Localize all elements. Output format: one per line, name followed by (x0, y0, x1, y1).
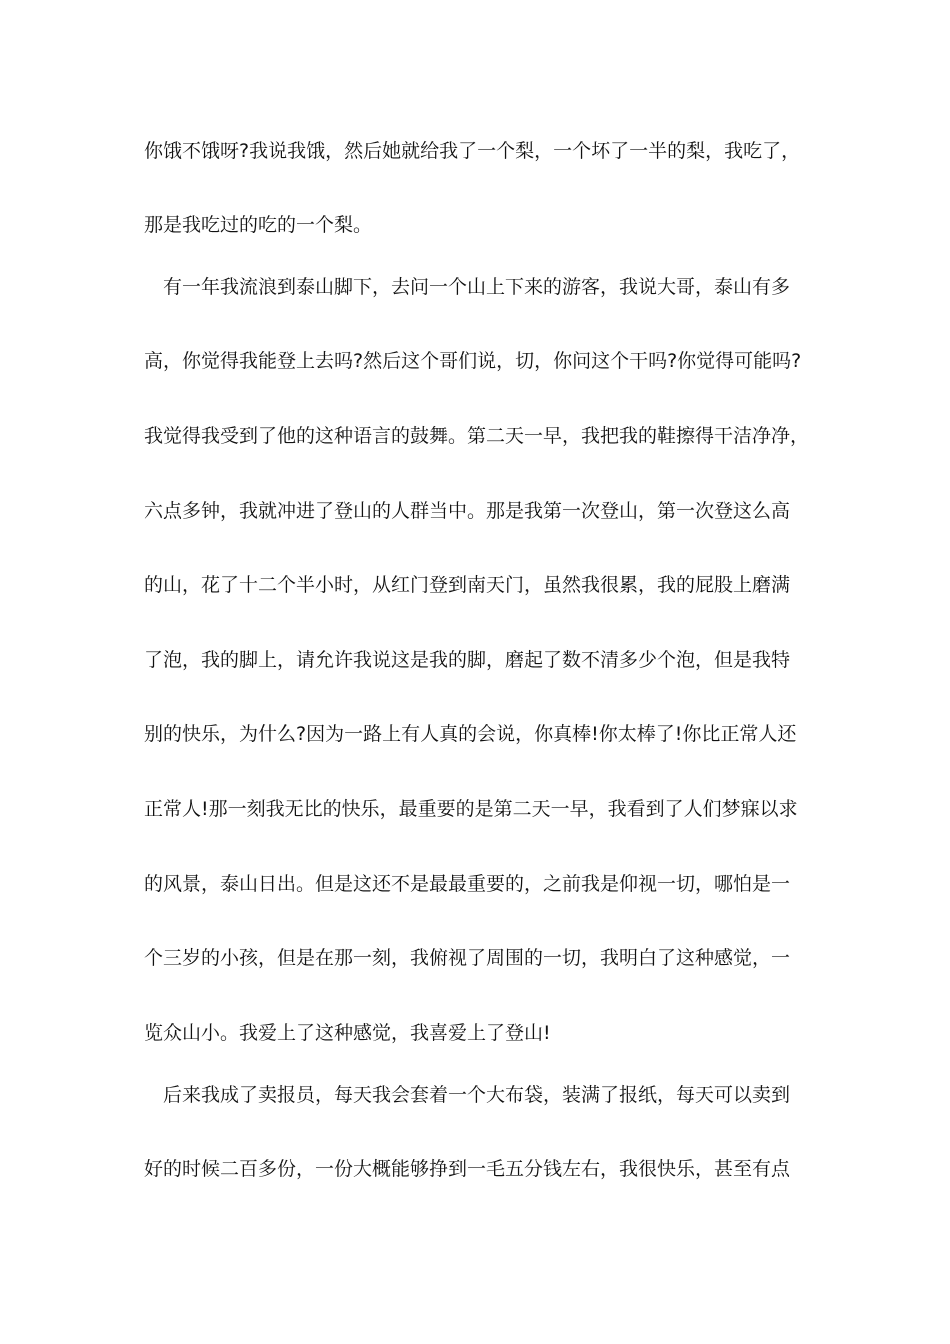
text-line-1: 你饿不饿呀?我说我饿，然后她就给我了一个梨，一个坏了一半的梨，我吃了， (144, 140, 801, 162)
text-line-6: 六点多钟，我就冲进了登山的人群当中。那是我第一次登山，第一次登这么高 (144, 500, 791, 522)
text-line-11: 的风景，泰山日出。但是这还不是最最重要的，之前我是仰视一切，哪怕是一 (144, 873, 791, 895)
text-line-5: 我觉得我受到了他的这种语言的鼓舞。第二天一早，我把我的鞋擦得干洁净净， (144, 425, 810, 447)
text-line-8: 了泡，我的脚上，请允许我说这是我的脚，磨起了数不清多少个泡，但是我特 (144, 649, 791, 671)
text-line-13: 览众山小。我爱上了这种感觉，我喜爱上了登山! (144, 1022, 551, 1044)
text-line-4: 高，你觉得我能登上去吗?然后这个哥们说，切，你问这个干吗?你觉得可能吗? (144, 350, 802, 372)
text-line-10: 正常人!那一刻我无比的快乐，最重要的是第二天一早，我看到了人们梦寐以求 (144, 798, 798, 820)
text-line-14: 后来我成了卖报员，每天我会套着一个大布袋，装满了报纸，每天可以卖到 (144, 1084, 791, 1106)
text-line-3: 有一年我流浪到泰山脚下，去问一个山上下来的游客，我说大哥，泰山有多 (144, 276, 791, 298)
text-line-15: 好的时候二百多份，一份大概能够挣到一毛五分钱左右，我很快乐，甚至有点 (144, 1158, 791, 1180)
text-line-2: 那是我吃过的吃的一个梨。 (144, 214, 373, 236)
text-line-7: 的山，花了十二个半小时，从红门登到南天门，虽然我很累，我的屁股上磨满 (144, 574, 791, 596)
text-line-9: 别的快乐，为什么?因为一路上有人真的会说，你真棒!你太棒了!你比正常人还 (144, 723, 797, 745)
text-line-12: 个三岁的小孩，但是在那一刻，我俯视了周围的一切，我明白了这种感觉，一 (144, 947, 791, 969)
